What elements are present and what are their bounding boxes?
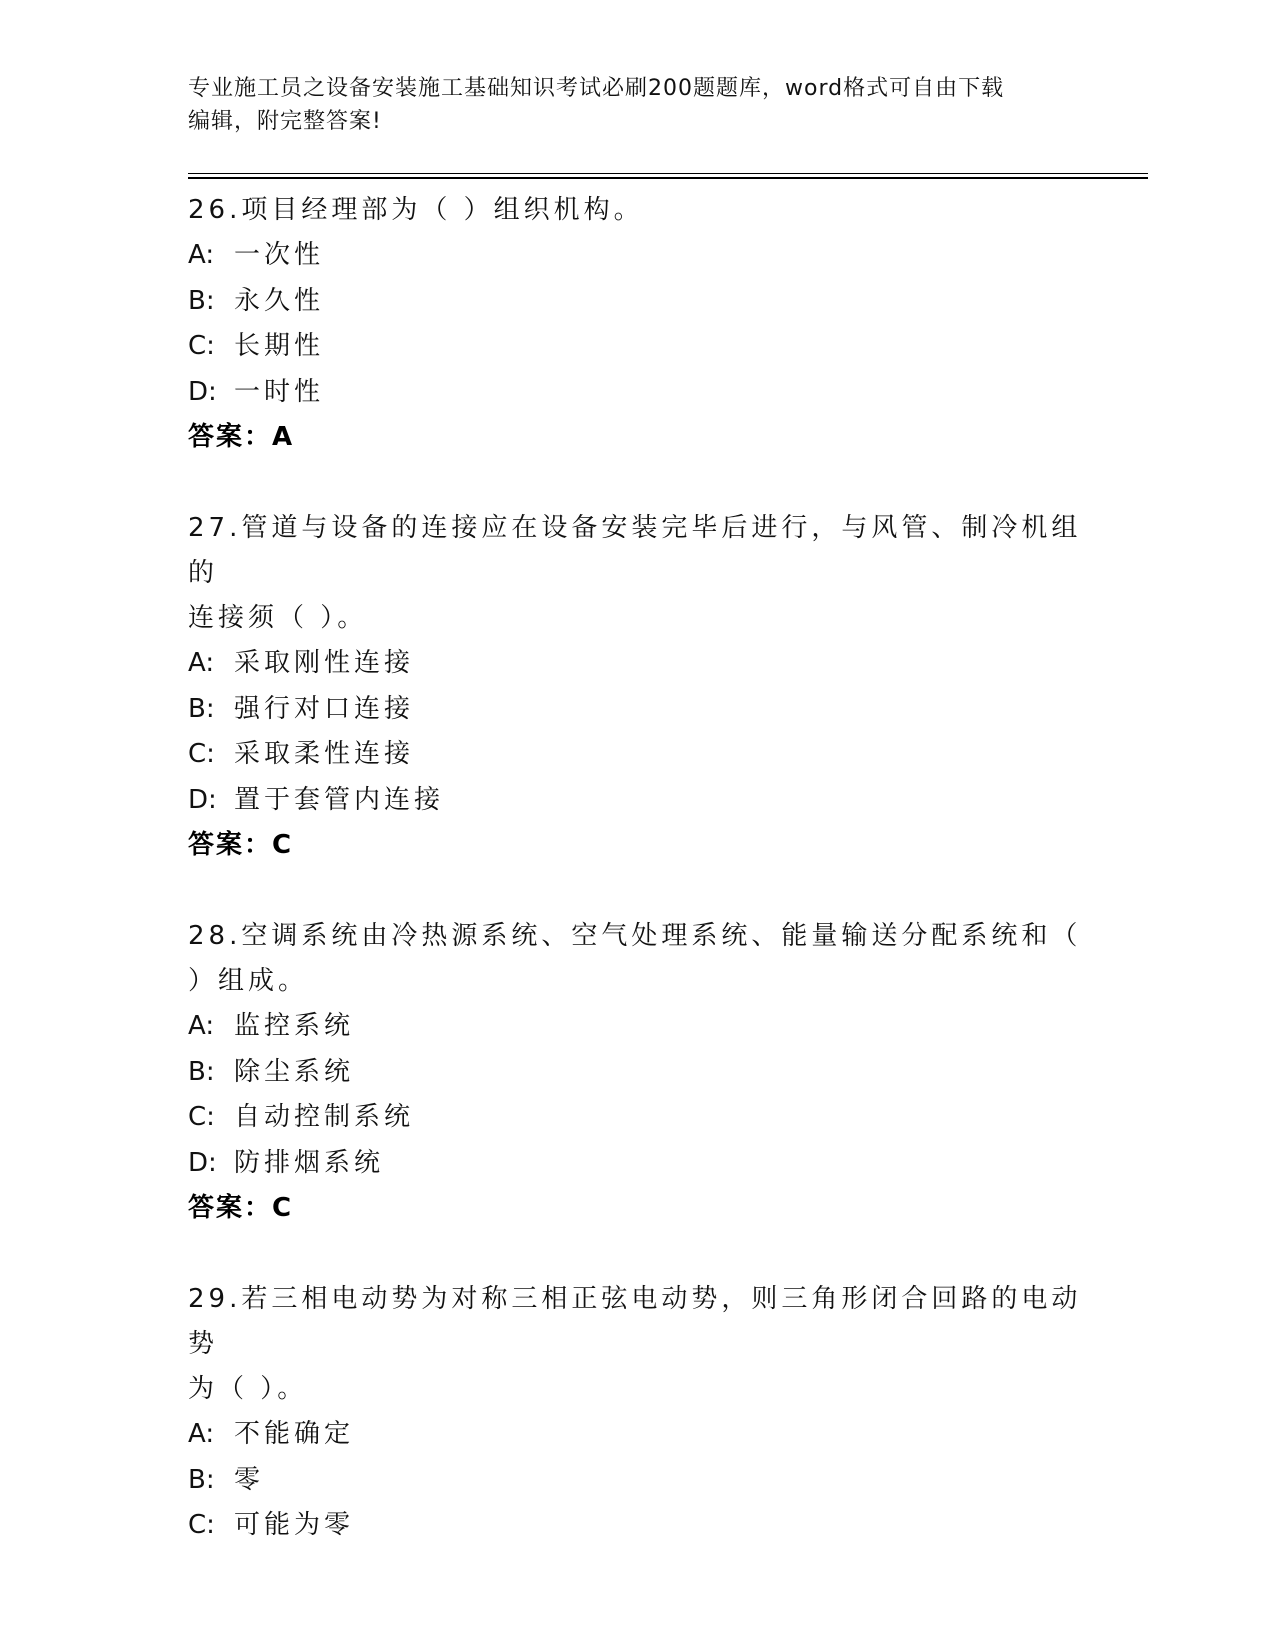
option-letter: D:	[188, 1147, 217, 1178]
option-c	[188, 324, 1088, 370]
question-28	[188, 914, 1088, 1231]
option-text: 防排烟系统	[234, 1147, 385, 1178]
question-29	[188, 1277, 1088, 1549]
option-text: 除尘系统	[234, 1056, 355, 1087]
question-stem-line-2: 为（ ）。	[188, 1374, 308, 1404]
option-letter: A:	[188, 648, 215, 678]
option-b	[188, 687, 1088, 733]
option-c	[188, 1503, 1088, 1549]
option-d	[188, 778, 1088, 824]
option-letter: B:	[188, 1056, 215, 1087]
option-a	[188, 641, 1088, 687]
option-b	[188, 1458, 1088, 1504]
question-stem-line-1: 29.若三相电动势为对称三相正弦电动势，则三角形闭合回路的电动势	[188, 1284, 1082, 1359]
option-d	[188, 370, 1088, 416]
option-a	[188, 1004, 1088, 1050]
question-stem-line-2: 连接须（ ）。	[188, 603, 368, 633]
answer-line: 答案：C	[188, 1193, 294, 1223]
option-letter: A:	[188, 1011, 215, 1041]
option-d	[188, 1141, 1088, 1187]
option-letter: C:	[188, 1102, 215, 1132]
header-line-1: 专业施工员之设备安装施工基础知识考试必刷200题题库，word格式可自由下载	[188, 76, 1005, 101]
question-stem-line-1: 27.管道与设备的连接应在设备安装完毕后进行，与风管、制冷机组的	[188, 513, 1082, 588]
document-header	[188, 72, 1078, 138]
option-text: 可能为零	[234, 1510, 355, 1540]
answer-line: 答案：A	[188, 422, 295, 452]
option-text: 采取柔性连接	[234, 739, 415, 769]
option-text: 自动控制系统	[234, 1102, 415, 1132]
option-a	[188, 233, 1088, 279]
option-b	[188, 279, 1088, 325]
question-gap	[188, 1231, 1088, 1277]
option-c	[188, 732, 1088, 778]
header-line-2: 编辑，附完整答案!	[188, 109, 382, 134]
option-letter: B:	[188, 285, 215, 316]
option-letter: B:	[188, 1464, 215, 1495]
option-b	[188, 1050, 1088, 1096]
option-letter: C:	[188, 739, 215, 769]
question-gap	[188, 460, 1088, 506]
option-text: 置于套管内连接	[234, 784, 445, 815]
option-letter: B:	[188, 693, 215, 724]
question-gap	[188, 868, 1088, 914]
questions-area	[188, 188, 1088, 1549]
question-stem-line-2: ）组成。	[188, 966, 309, 996]
option-text: 一时性	[234, 376, 325, 407]
option-letter: D:	[188, 784, 217, 815]
question-27	[188, 506, 1088, 868]
option-text: 强行对口连接	[234, 693, 415, 724]
header-rule-thick	[188, 177, 1148, 179]
option-text: 零	[234, 1464, 265, 1495]
option-letter: D:	[188, 376, 217, 407]
option-text: 长期性	[234, 331, 325, 361]
option-letter: C:	[188, 1510, 215, 1540]
question-stem: 26.项目经理部为（ ）组织机构。	[188, 195, 644, 225]
option-letter: C:	[188, 331, 215, 361]
header-rule-thin	[188, 173, 1148, 174]
option-letter: A:	[188, 240, 215, 270]
option-text: 一次性	[234, 240, 325, 270]
option-text: 监控系统	[234, 1011, 355, 1041]
option-letter: A:	[188, 1419, 215, 1449]
option-c	[188, 1095, 1088, 1141]
option-text: 不能确定	[234, 1419, 355, 1449]
answer-line: 答案：C	[188, 830, 294, 860]
question-26	[188, 188, 1088, 460]
option-text: 采取刚性连接	[234, 648, 415, 678]
option-a	[188, 1412, 1088, 1458]
option-text: 永久性	[234, 285, 325, 316]
question-stem-line-1: 28.空调系统由冷热源系统、空气处理系统、能量输送分配系统和（	[188, 921, 1082, 951]
